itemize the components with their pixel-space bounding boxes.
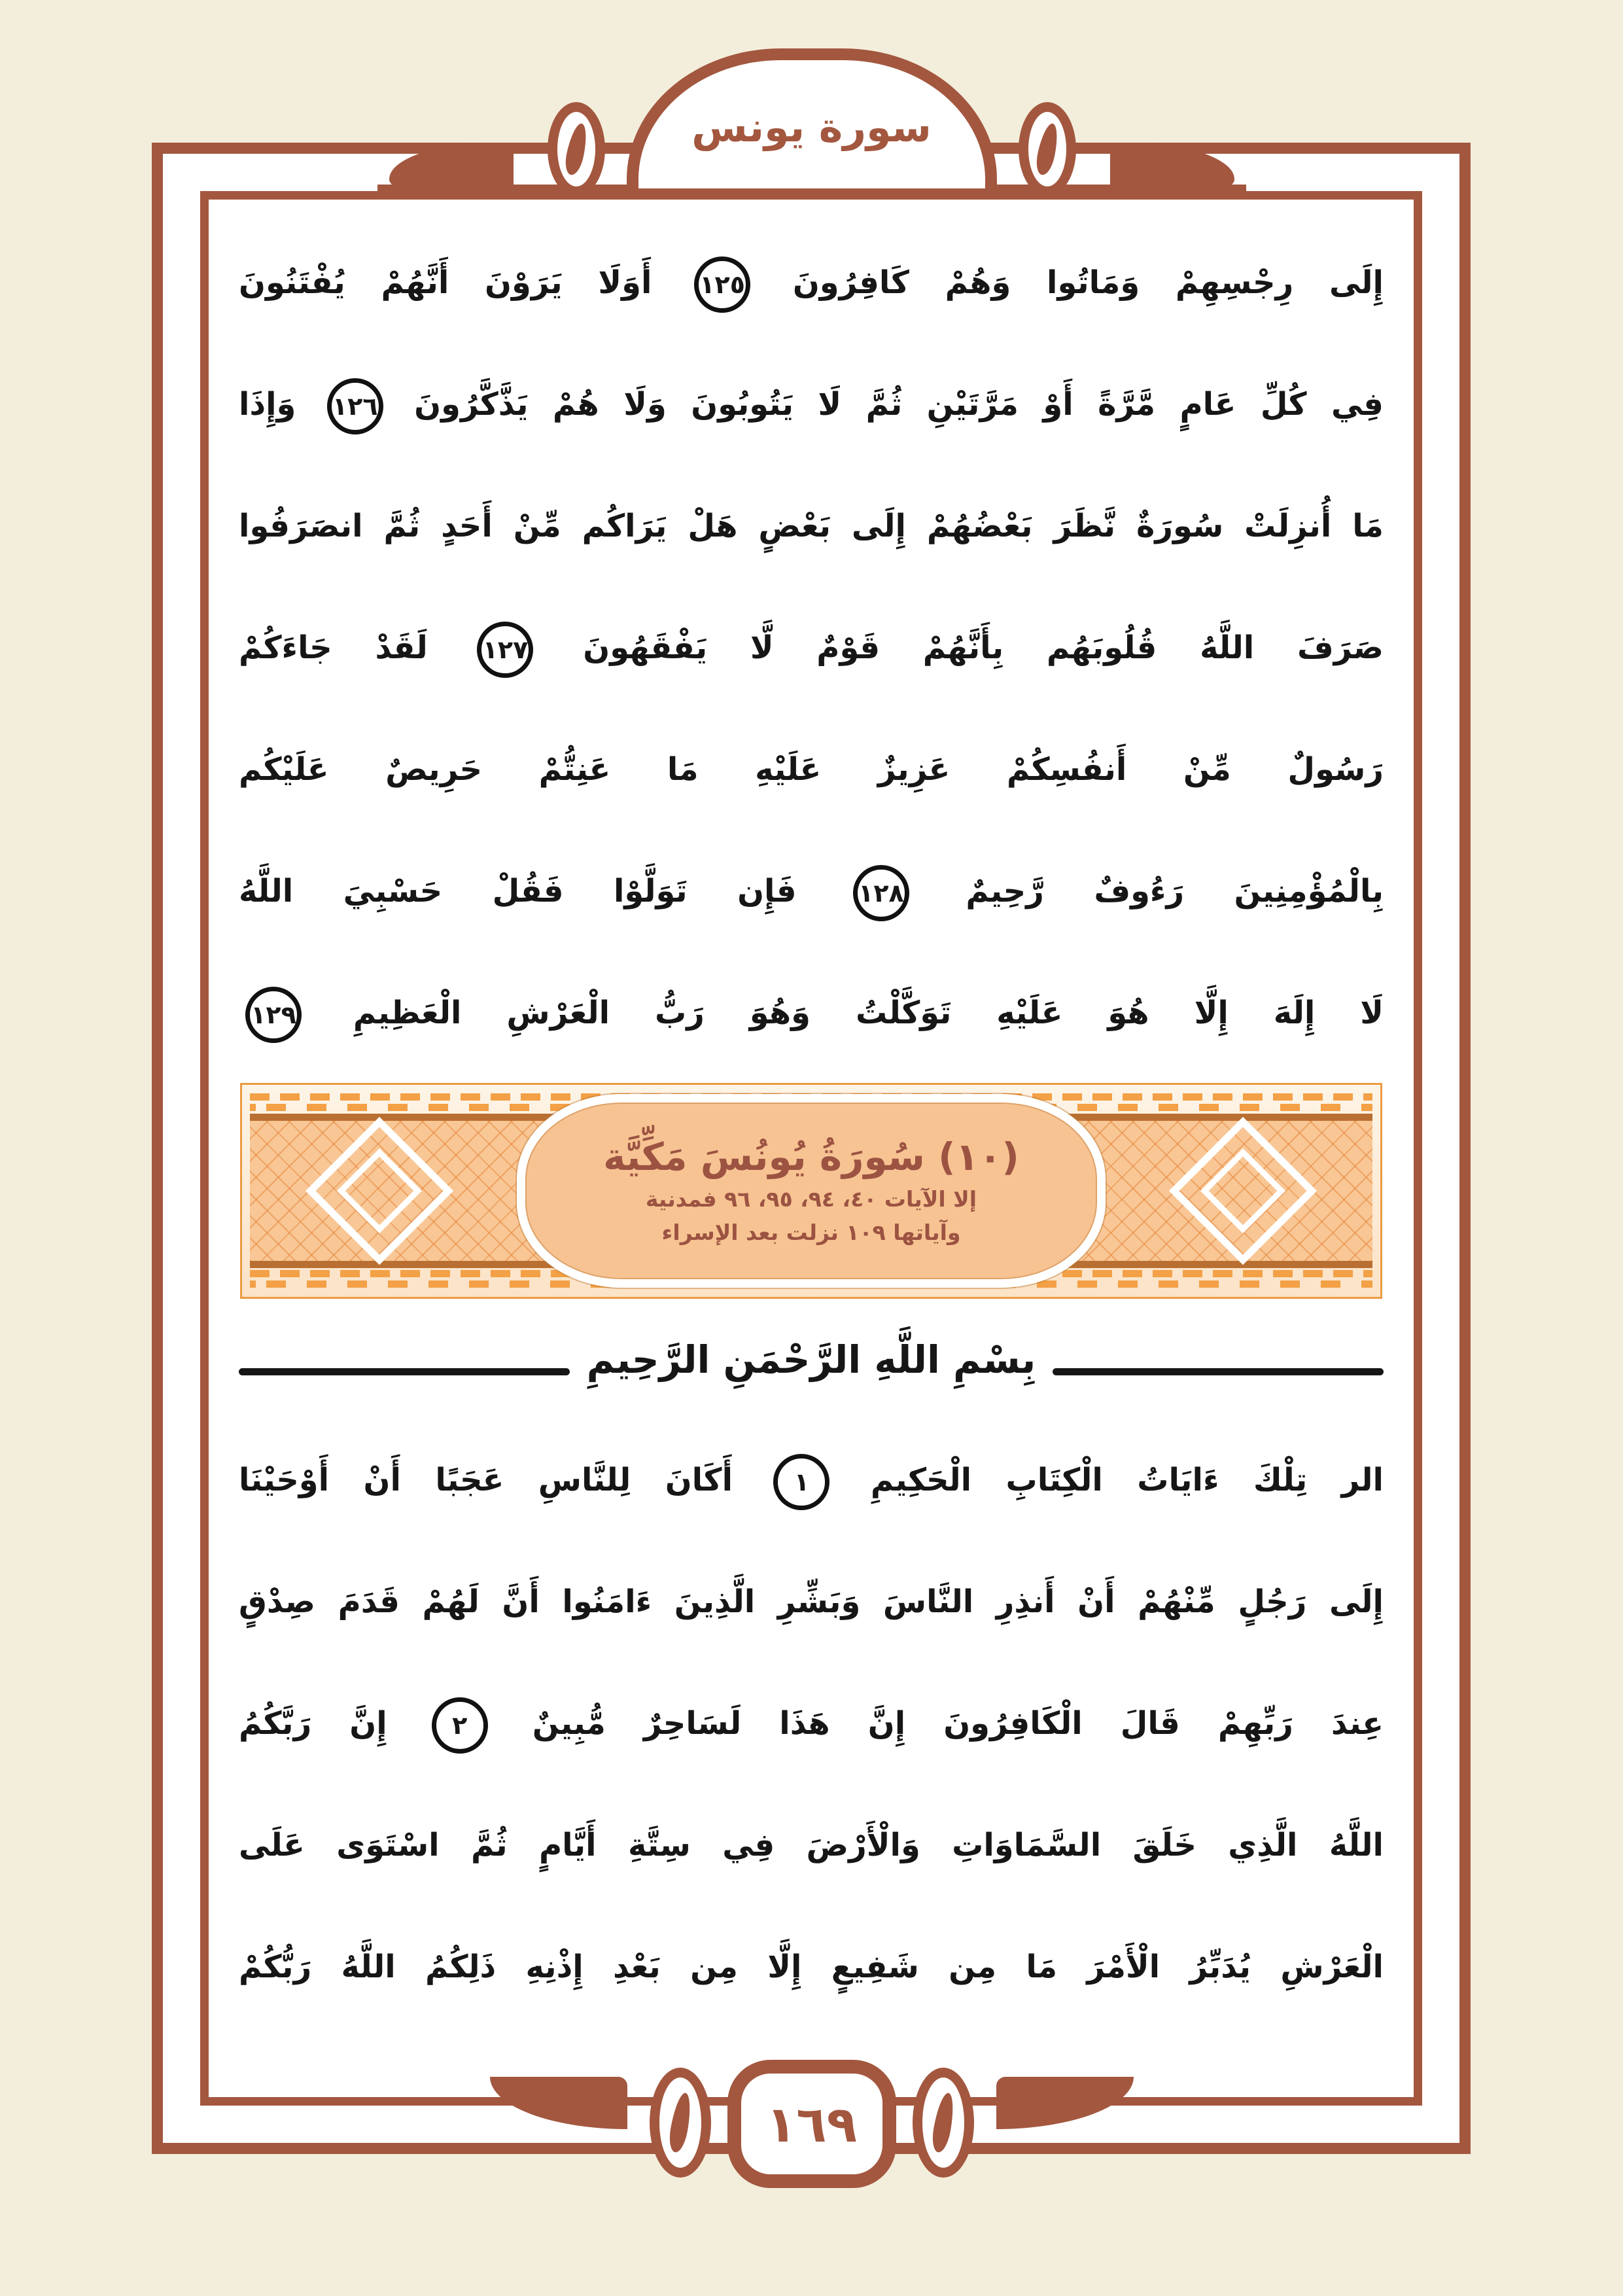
ayah-number-badge: ١٢٨ [853,865,909,921]
quran-line: رَسُولٌ مِّنْ أَنفُسِكُمْ عَزِيزٌ عَلَيْهِ مَا عَنِتُّمْ حَرِيصٌ عَلَيْكُم [239,751,1384,788]
footer-oval-ornament-left [913,2068,974,2178]
verse-block-tawbah [239,222,1384,1074]
surah-header-ornament [347,41,1276,198]
footer-oval-ornament-right [650,2068,711,2178]
quran-line: اللَّهُ الَّذِي خَلَقَ السَّمَاوَاتِ وَالْأَرْضَ فِي سِتَّةِ أَيَّامٍ ثُمَّ اسْتَوَى عَلَى [239,1827,1384,1863]
ayah-number-badge: ١ [773,1454,829,1510]
ayah-number-badge: ١٢٧ [477,622,533,678]
surah-banner-note-2: وآياتها ١٠٩ نزلت بعد الإسراء [661,1220,961,1246]
verse-block-yunus [239,1419,1384,2028]
page-number: ١٦٩ [765,2094,858,2153]
footer-wing-ornament-left [996,2077,1134,2129]
header-oval-ornament-left [1019,102,1076,196]
surah-title: سورة يونس [691,103,932,151]
bismillah-rule-left [239,1368,570,1375]
surah-banner-title: (١٠) سُورَةُ يُونُسَ مَكِّيَّة [603,1135,1019,1180]
quran-line: إِلَى رِجْسِهِمْ وَمَاتُوا وَهُمْ كَافِرُونَ ١٢٥ أَوَلَا يَرَوْنَ أَنَّهُمْ يُفْتَنُونَ [239,222,1384,344]
footer-wing-ornament-right [490,2077,627,2129]
quran-line: صَرَفَ اللَّهُ قُلُوبَهُم بِأَنَّهُمْ قَوْمٌ لَّا يَفْقَهُونَ ١٢٧ لَقَدْ جَاءَكُمْ [239,587,1384,709]
surah-banner [240,1083,1382,1299]
quran-line: عِندَ رَبِّهِمْ قَالَ الْكَافِرُونَ إِنَّ هَذَا لَسَاحِرٌ مُّبِينٌ ٢ إِنَّ رَبَّكُمُ [239,1663,1384,1784]
page-number-ornament [472,2060,1152,2194]
decorative-frame-inner [200,191,1422,2106]
ayah-number-badge: ٢ [432,1697,488,1754]
header-oval-ornament-right [548,102,605,196]
quran-line: الْعَرْشِ يُدَبِّرُ الْأَمْرَ مَا مِن شَفِيعٍ إِلَّا مِن بَعْدِ إِذْنِهِ ذَلِكُمُ اللَّهُ رَبُّكُمْ [239,1949,1384,1985]
surah-header-cartouche [627,48,997,188]
quran-line: إِلَى رَجُلٍ مِّنْهُمْ أَنْ أَنذِرِ النَّاسَ وَبَشِّرِ الَّذِينَ ءَامَنُوا أَنَّ لَهُمْ قَدَمَ صِدْقٍ [239,1583,1384,1620]
bismillah-row [239,1303,1384,1419]
bismillah: بِسْمِ اللَّهِ الرَّحْمَنِ الرَّحِيمِ [586,1337,1036,1382]
header-leaf-ornament-left [1110,143,1234,186]
quran-line: فِي كُلِّ عَامٍ مَّرَّةً أَوْ مَرَّتَيْنِ ثُمَّ لَا يَتُوبُونَ وَلَا هُمْ يَذَّكَّرُونَ ١٢٦ وَإِذَا [239,344,1384,465]
quran-line: بِالْمُؤْمِنِينَ رَءُوفٌ رَّحِيمٌ ١٢٨ فَإِن تَوَلَّوْا فَقُلْ حَسْبِيَ اللَّهُ [239,830,1384,952]
quran-line: مَا أُنزِلَتْ سُورَةٌ نَّظَرَ بَعْضُهُمْ إِلَى بَعْضٍ هَلْ يَرَاكُم مِّنْ أَحَدٍ ثُمَّ انصَرَفُوا [239,508,1384,544]
surah-banner-note-1: إلا الآيات ٤٠، ٩٤، ٩٥، ٩٦ فمدنية [645,1186,977,1212]
ayah-number-badge: ١٢٦ [327,378,383,434]
decorative-frame-outer [152,143,1471,2154]
surah-banner-cartouche [517,1094,1106,1288]
bismillah-rule-right [1053,1368,1384,1375]
quran-line: الر تِلْكَ ءَايَاتُ الْكِتَابِ الْحَكِيمِ ١ أَكَانَ لِلنَّاسِ عَجَبًا أَنْ أَوْحَيْنَا [239,1419,1384,1541]
ayah-number-badge: ١٢٩ [245,987,302,1043]
ayah-number-badge: ١٢٥ [694,256,750,313]
page-number-cartouche [727,2060,896,2188]
header-leaf-ornament-right [389,143,514,186]
quran-line: لَا إِلَهَ إِلَّا هُوَ عَلَيْهِ تَوَكَّلْتُ وَهُوَ رَبُّ الْعَرْشِ الْعَظِيمِ ١٢٩ [239,952,1384,1074]
